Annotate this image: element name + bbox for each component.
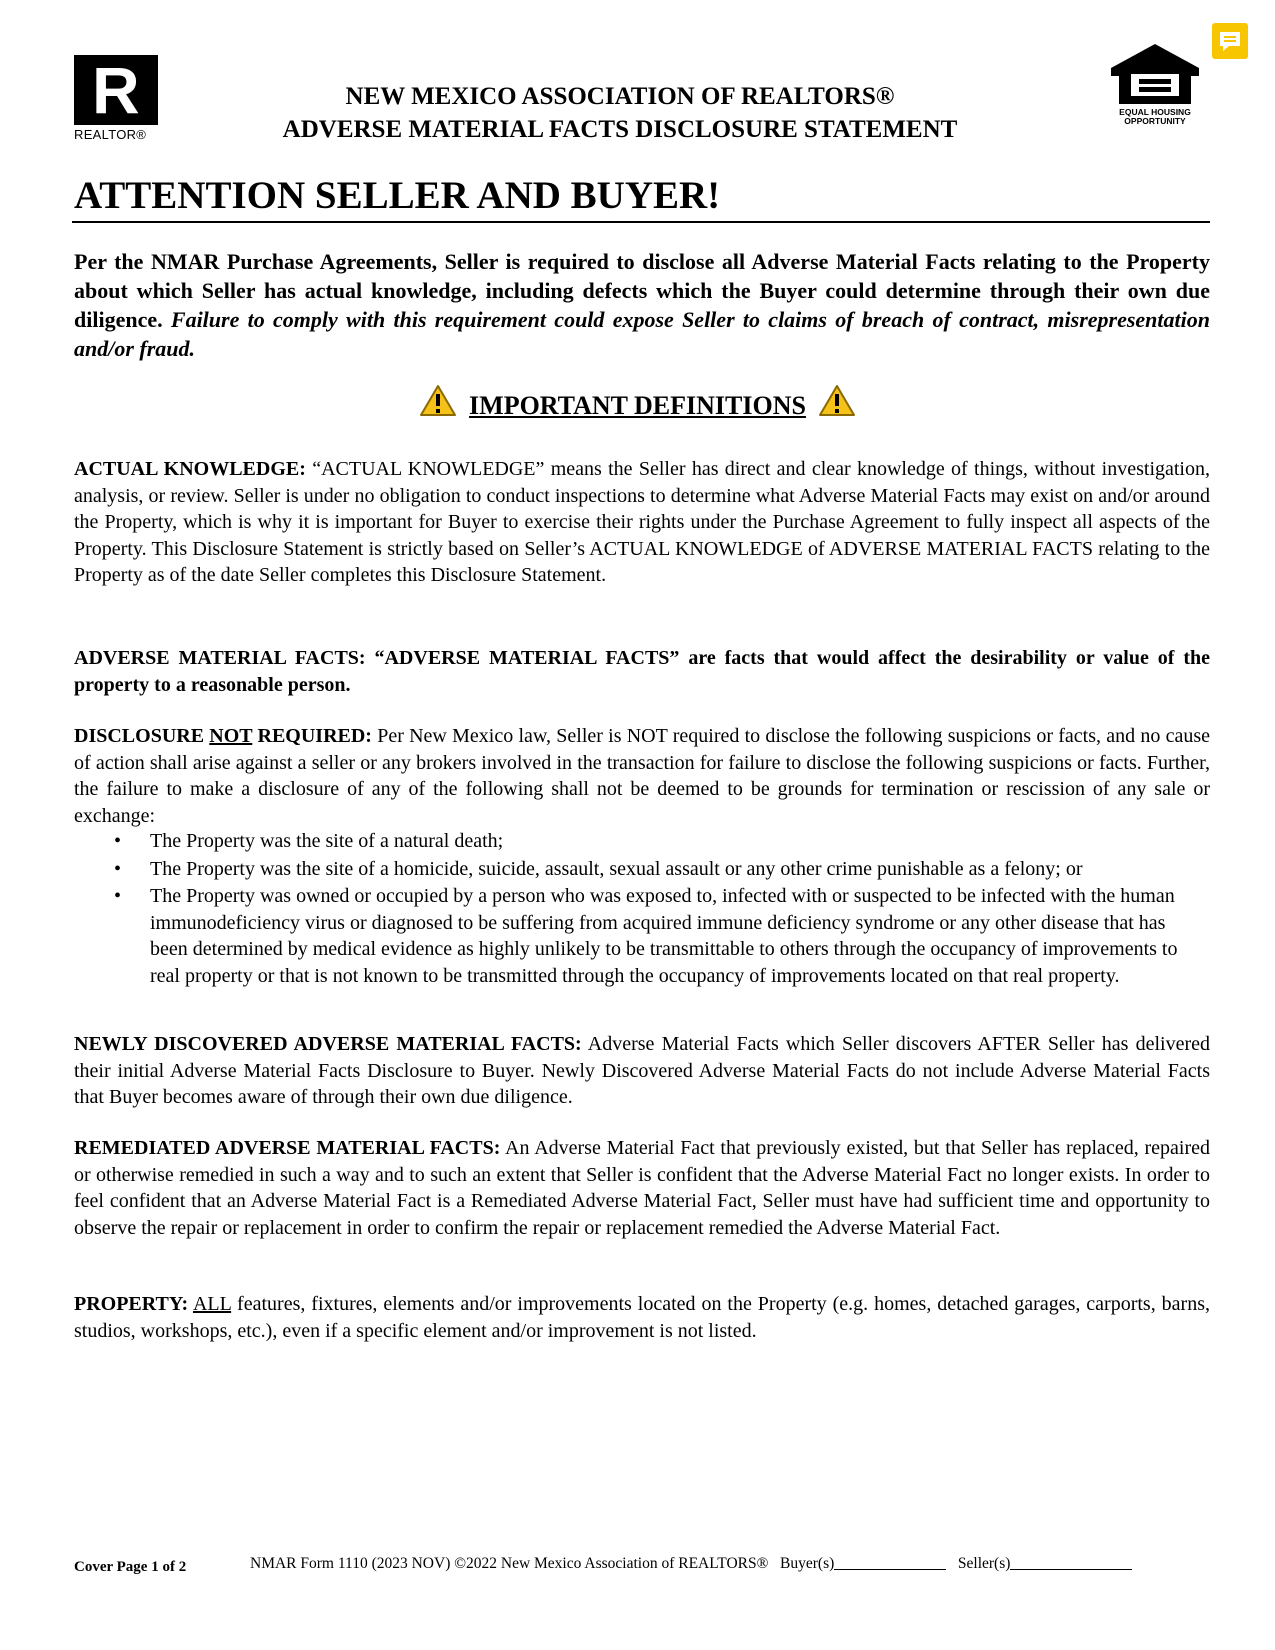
comment-icon[interactable] [1212,23,1248,59]
association-name: NEW MEXICO ASSOCIATION OF REALTORS® [345,83,895,110]
definition-newly-discovered [74,1031,1210,1111]
definition-disclosure-not-required [74,723,1210,829]
list-item-text: The Property was the site of a homicide, suicide, assault, sexual assault or any other crime punishable as a felony; or [150,857,1083,880]
definitions-heading [0,384,1275,426]
bullet-icon: • [114,885,122,907]
definition-property [74,1291,1210,1344]
realtor-logo [74,55,158,141]
list-item [74,856,1210,883]
term-part: DISCLOSURE [74,725,210,747]
definition-adverse-material-facts [74,645,1210,698]
definition-term: NEWLY DISCOVERED ADVERSE MATERIAL FACTS: [74,1033,582,1055]
header-titles [200,80,1040,146]
equal-housing-caption: EQUAL HOUSING OPPORTUNITY [1119,107,1191,126]
definitions-title: IMPORTANT DEFINITIONS [469,391,806,420]
footer-form-info [250,1555,1132,1573]
heading-rule [72,221,1210,223]
intro-italic: Failure to comply with this requirement could expose Seller to claims of breach of contract, misrepresentation and/or fraud. [74,307,1210,361]
buyer-initials-line[interactable] [834,1555,946,1570]
definition-text: Adverse Material Facts which Seller discovers AFTER Seller has delivered their initial Adverse Material Facts Disclosure to Buyer. Newly Discovered Adverse Material Facts do not include Adverse Material Facts that Buyer becomes aware of through their own due diligence. [74,1033,1211,1108]
equal-housing-logo [1105,40,1205,132]
realtor-logo-caption: REALTOR® [74,127,147,142]
list-item [74,883,1210,989]
seller-initials-line[interactable] [1010,1555,1132,1570]
buyer-initials-label: Buyer(s) [780,1555,835,1572]
definition-term: ACTUAL KNOWLEDGE: [74,458,306,480]
definition-actual-knowledge [74,456,1210,589]
definition-text: “ADVERSE MATERIAL FACTS” are facts that would affect the desirability or value of the property to a reasonable person. [74,647,1210,696]
definition-text: An Adverse Material Fact that previously existed, but that Seller has replaced, repaired or otherwise remedied in such a way and to such an extent that Seller is confident that the Adverse Material Fact no longer exists. In order to feel confident that an Adverse Material Fact is a Remediated Adverse Material Fact, Seller must have had sufficient time and opportunity to observe the repair or replacement in order to confirm the repair or replacement remedied the Adverse Material Fact. [74,1137,1211,1239]
attention-heading: ATTENTION SELLER AND BUYER! [74,174,721,217]
list-item-text: The Property was owned or occupied by a person who was exposed to, infected with or suspected to be infected with the human immunodeficiency virus or diagnosed to be suffering from acquired immune deficiency syndrome or any other disease that has been determined by medical evidence as highly unlikely to be transmittable to others through the occupancy of improvements to real property or that is not known to be transmitted through the occupancy of improvements located on that real property. [150,885,1178,987]
warning-icon [419,384,457,418]
term-part: REQUIRED: [252,725,372,747]
list-item-text: The Property was the site of a natural death; [150,830,504,852]
bullet-icon: • [114,857,122,880]
definition-remediated [74,1135,1210,1241]
definition-text: “ACTUAL KNOWLEDGE” means the Seller has direct and clear knowledge of things, without investigation, analysis, or review. Seller is under no obligation to conduct inspections to determine what Adverse Material Facts may exist on and/or around the Property, which is why it is important for Buyer to exercise their rights under the Purchase Agreement to fully inspect all aspects of the Property. This Disclosure Statement is strictly based on Seller’s ACTUAL KNOWLEDGE of ADVERSE MATERIAL FACTS relating to the Property as of the date Seller completes this Disclosure Statement. [74,458,1210,586]
intro-paragraph [74,247,1210,363]
definition-term: PROPERTY: [74,1293,189,1315]
footer-page-number: Cover Page 1 of 2 [74,1559,187,1575]
term-all-underlined: ALL [192,1293,232,1315]
disclosure-bullet-list [74,828,1210,989]
definition-term: REMEDIATED ADVERSE MATERIAL FACTS: [74,1137,501,1159]
seller-initials-label: Seller(s) [957,1555,1011,1572]
intro-bold: Per the NMAR Purchase Agreements, Seller is required to disclose all Adverse Material Facts relating to the Property about which Seller has actual knowledge, including defects which the Buyer could determine through their own due diligence. [74,249,1210,332]
bullet-icon: • [114,830,122,852]
realtor-r-icon: R [74,55,158,125]
house-icon [1105,40,1205,106]
definition-text: Per New Mexico law, Seller is NOT required to disclose the following suspicions or facts, and no cause of action shall arise against a seller or any brokers involved in the transaction for failure to disclose the following suspicions or facts. Further, the failure to make a disclosure of any of the following shall not be deemed to be grounds for termination or rescission of any sale or exchange: [74,725,1211,827]
list-item [74,828,1210,855]
definition-term: ADVERSE MATERIAL FACTS: [74,647,366,669]
term-not-underlined: NOT [209,725,253,747]
definition-text: features, fixtures, elements and/or improvements located on the Property (e.g. homes, detached garages, carports, barns, studios, workshops, etc.), even if a specific element and/or improvement is not listed. [74,1293,1210,1342]
definition-term [74,725,372,747]
footer-form-text: NMAR Form 1110 (2023 NOV) ©2022 New Mexico Association of REALTORS® [250,1555,769,1572]
form-title: ADVERSE MATERIAL FACTS DISCLOSURE STATEMENT [282,116,958,143]
warning-icon [818,384,856,418]
